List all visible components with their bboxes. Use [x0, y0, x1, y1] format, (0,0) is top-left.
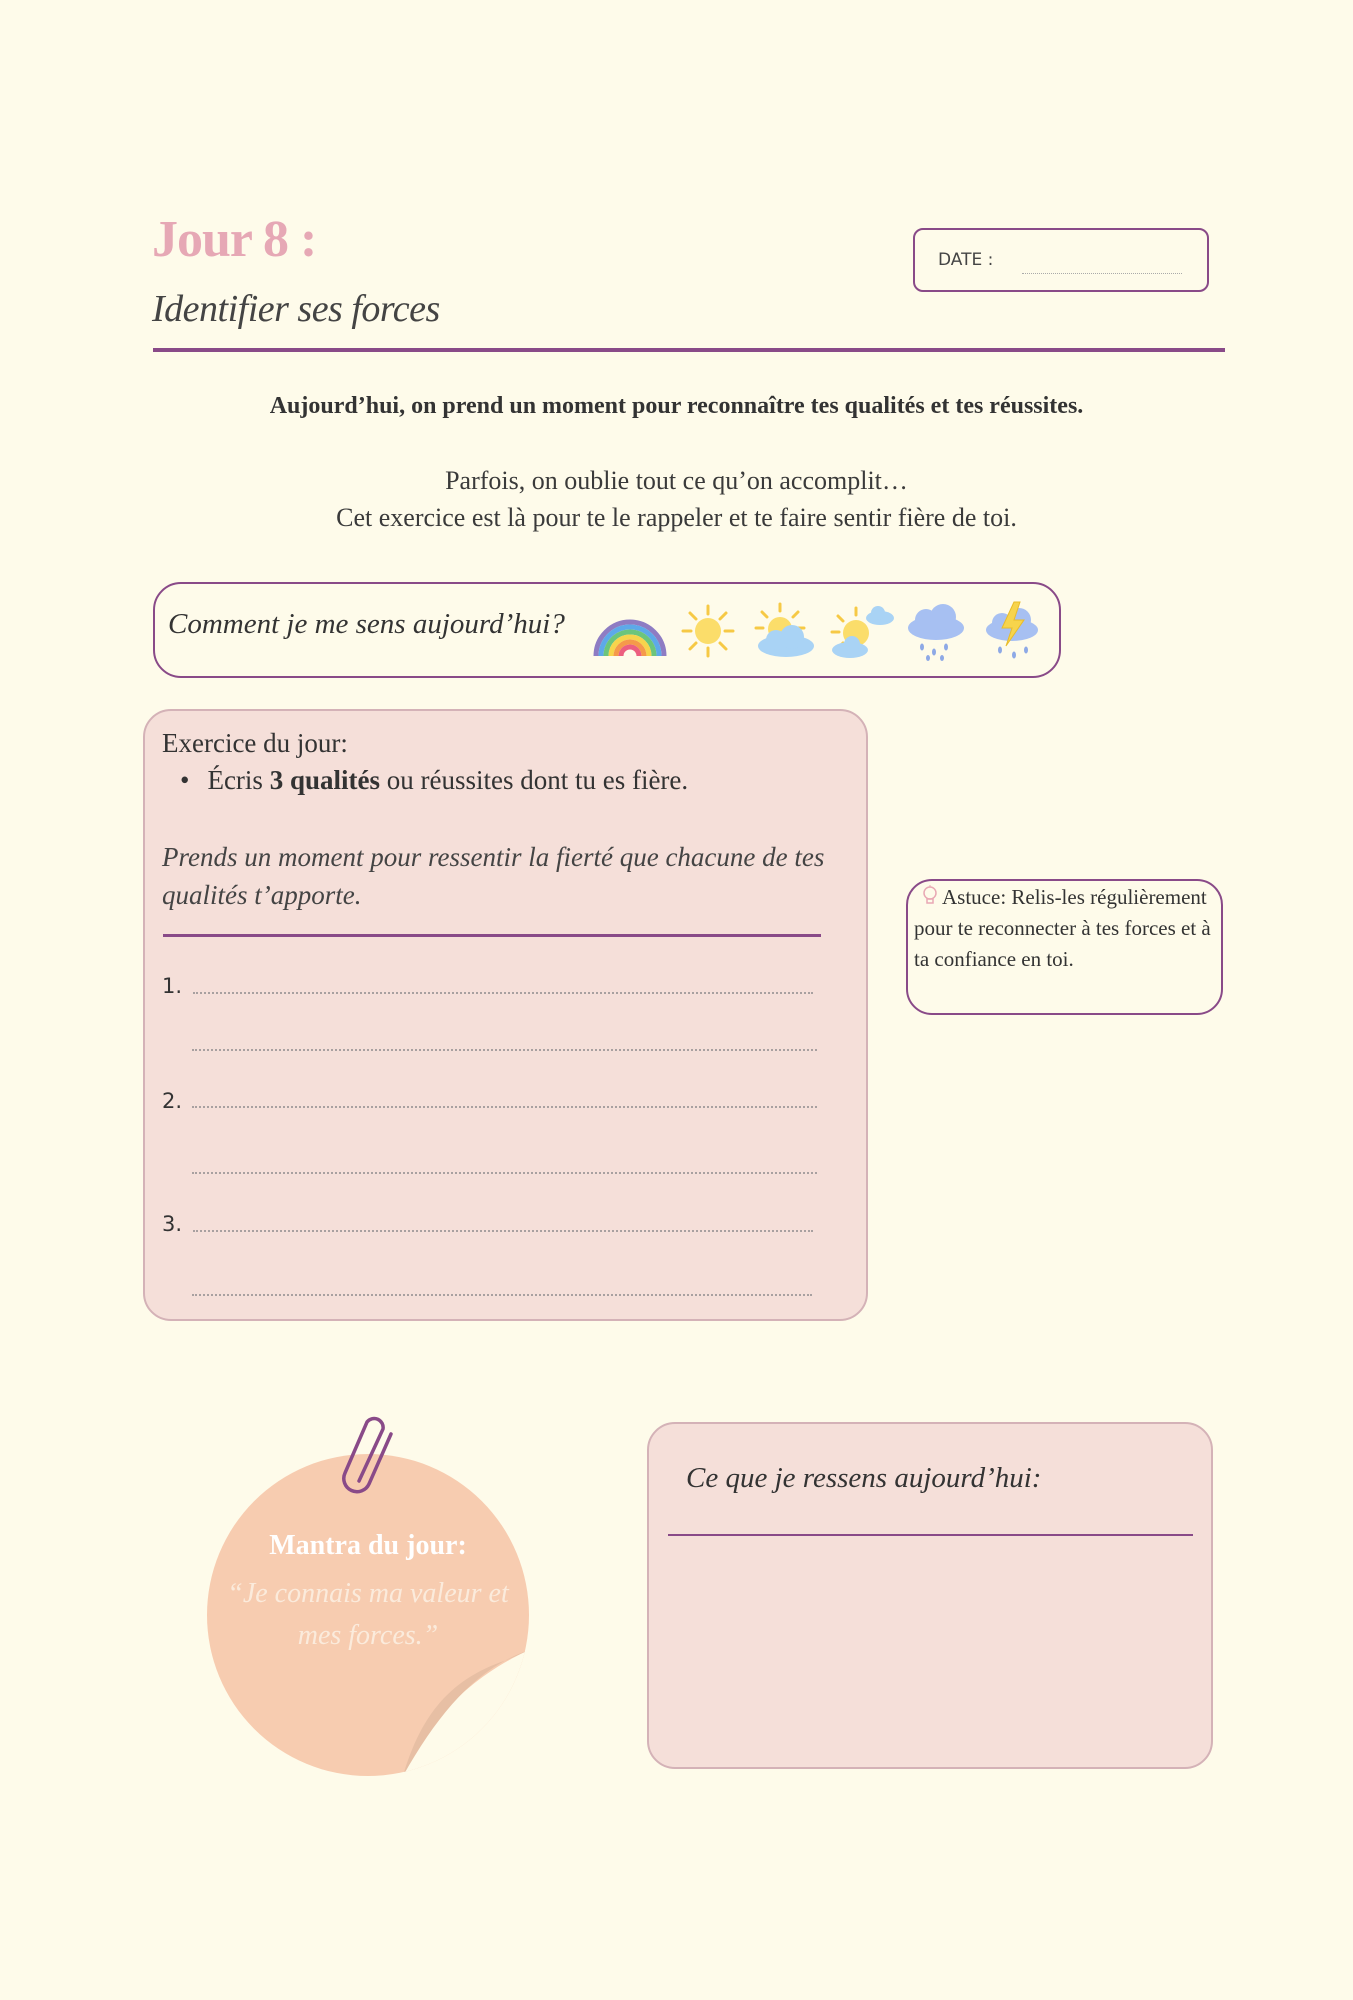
- mood-label: Comment je me sens aujourd’hui?: [168, 608, 565, 640]
- tip-text: [914, 882, 1214, 975]
- intro-line-2: Cet exercice est là pour te le rappeler et te faire sentir fière de toi.: [336, 503, 1017, 532]
- answer-number-1: 1.: [162, 974, 183, 998]
- sun-behind-cloud-icon[interactable]: [744, 600, 824, 662]
- answer-line-2a[interactable]: [192, 1106, 817, 1108]
- lightbulb-icon: [920, 885, 940, 907]
- exercise-instruction: [180, 765, 688, 796]
- mantra-quote: “Je connais ma valeur et mes forces.”: [227, 1578, 509, 1651]
- intro-line-1: Parfois, on oublie tout ce qu’on accomplit…: [445, 466, 908, 495]
- exercise-title: Exercice du jour:: [162, 728, 348, 758]
- page-subtitle: Identifier ses forces: [152, 288, 440, 330]
- instruction-suffix: ou réussites dont tu es fière.: [379, 765, 689, 795]
- exercise-prompt: Prends un moment pour ressentir la fierté que chacune de tes qualités t’apporte.: [162, 842, 825, 910]
- answer-line-3a[interactable]: [193, 1230, 813, 1232]
- paperclip-icon: [337, 1413, 403, 1513]
- sun-icon[interactable]: [668, 600, 748, 662]
- intro-bold-text: Aujourd’hui, on prend un moment pour reconnaître tes qualités et tes réussites.: [269, 393, 1084, 419]
- storm-cloud-icon[interactable]: [974, 600, 1054, 662]
- answer-number-2: 2.: [162, 1089, 183, 1113]
- answer-line-2b[interactable]: [192, 1172, 817, 1174]
- feelings-divider: [668, 1534, 1193, 1536]
- feelings-title: Ce que je ressens aujourd’hui:: [686, 1462, 1042, 1494]
- instruction-prefix: Écris: [207, 765, 270, 795]
- answer-line-1b[interactable]: [192, 1049, 817, 1051]
- mantra-title: Mantra du jour:: [269, 1530, 467, 1561]
- rainbow-icon[interactable]: [590, 600, 670, 662]
- rain-cloud-icon[interactable]: [898, 600, 978, 662]
- answer-number-3: 3.: [162, 1212, 183, 1236]
- date-input-line[interactable]: [1022, 273, 1182, 274]
- instruction-bold: 3 qualités: [269, 765, 380, 795]
- answer-line-1a[interactable]: [193, 992, 813, 994]
- tip-message: Astuce: Relis-les régulièrement pour te reconnecter à tes forces et à ta confiance en toi.: [914, 885, 1211, 971]
- answer-line-3b[interactable]: [192, 1294, 812, 1296]
- page-title: Jour 8 :: [152, 211, 317, 268]
- bullet-icon: •: [180, 765, 190, 795]
- exercise-divider: [163, 934, 821, 937]
- title-divider: [153, 348, 1225, 352]
- sun-small-cloud-icon[interactable]: [822, 600, 902, 662]
- date-label: DATE :: [938, 250, 994, 270]
